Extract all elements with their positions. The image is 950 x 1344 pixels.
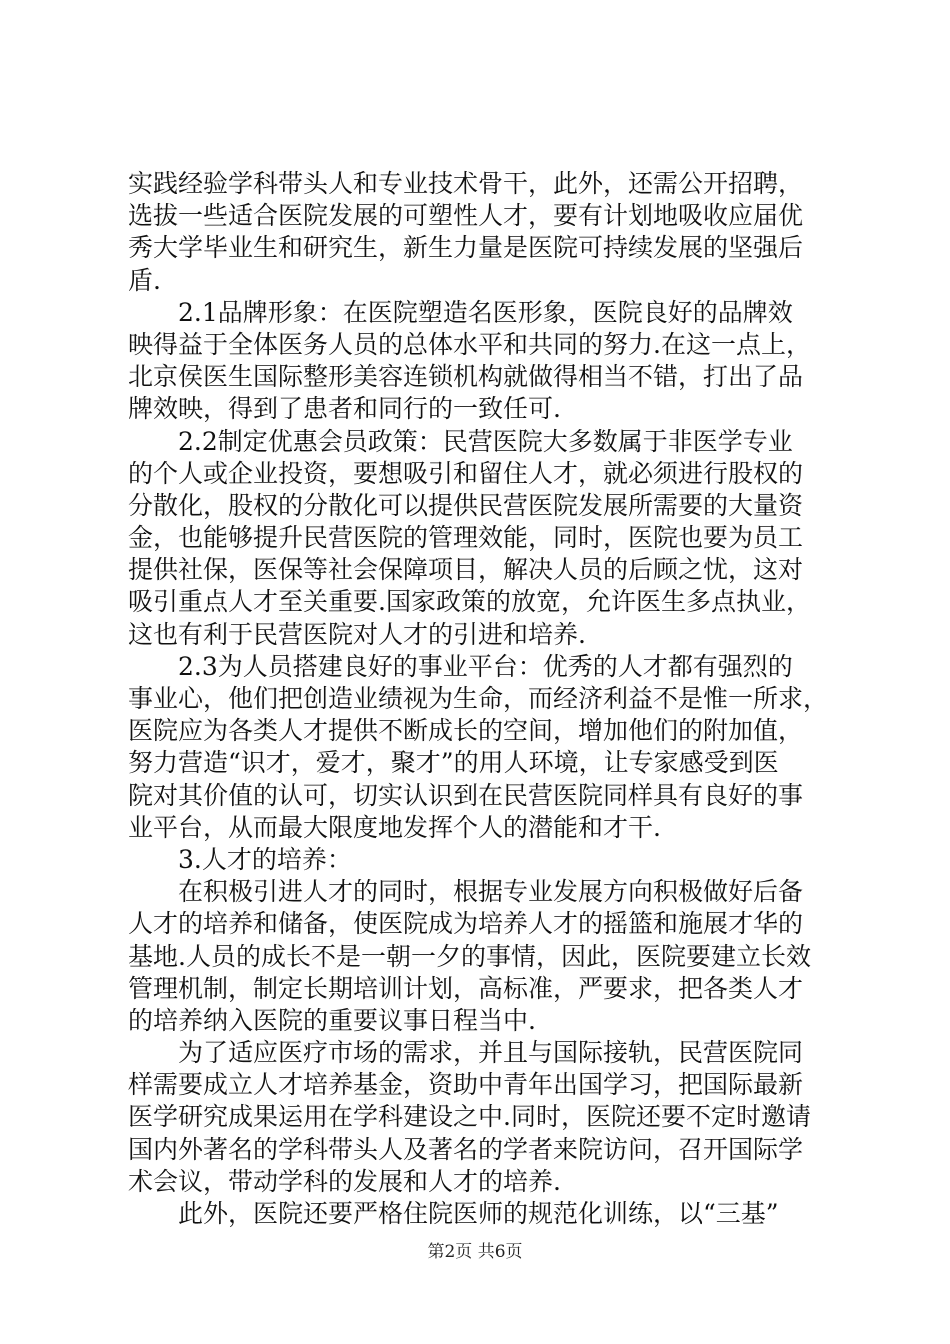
text-line: 的培养纳入医院的重要议事日程当中.: [128, 1005, 536, 1035]
text-line: 牌效映，得到了患者和同行的一致任可.: [128, 394, 561, 424]
text-line: 北京侯医生国际整形美容连锁机构就做得相当不错，打出了品: [128, 362, 804, 392]
text-line: 金，也能够提升民营医院的管理效能，同时，医院也要为员工: [128, 523, 804, 553]
text-line: 院对其价值的认可，切实认识到在民营医院同样具有良好的事: [128, 780, 804, 810]
section-heading: 3.人才的培养：: [178, 844, 352, 874]
paragraph-start-line: 此外，医院还要严格住院医师的规范化训练，以“三基”: [178, 1199, 779, 1228]
text-line: 选拔一些适合医院发展的可塑性人才，要有计划地吸收应届优: [128, 201, 804, 231]
text-line: 医学研究成果运用在学科建设之中.同时，医院还要不定时邀请: [128, 1102, 811, 1132]
paragraph-start-line: 2.1品牌形象：在医院塑造名医形象，医院良好的品牌效: [178, 297, 793, 327]
text-line: 分散化，股权的分散化可以提供民营医院发展所需要的大量资: [128, 490, 804, 520]
text-line: 术会议，带动学科的发展和人才的培养.: [128, 1166, 561, 1196]
text-line: 管理机制，制定长期培训计划，高标准，严要求，把各类人才: [128, 973, 804, 1003]
text-line: 提供社保，医保等社会保障项目，解决人员的后顾之忧，这对: [128, 555, 804, 585]
text-line: 医院应为各类人才提供不断成长的空间，增加他们的附加值，: [128, 716, 804, 746]
text-line: 这也有利于民营医院对人才的引进和培养.: [128, 619, 586, 649]
text-line: 努力营造“识才，爱才，聚才”的用人环境，让专家感受到医: [128, 748, 779, 778]
text-line: 实践经验学科带头人和专业技术骨干，此外，还需公开招聘，: [128, 169, 804, 198]
text-line: 吸引重点人才至关重要.国家政策的放宽，允许医生多点执业，: [128, 587, 811, 617]
text-line: 事业心，他们把创造业绩视为生命，而经济利益不是惟一所求，: [128, 684, 829, 713]
text-line: 样需要成立人才培养基金，资助中青年出国学习，把国际最新: [128, 1070, 804, 1100]
text-line: 秀大学毕业生和研究生，新生力量是医院可持续发展的坚强后: [128, 233, 804, 263]
text-line: 映得益于全体医务人员的总体水平和共同的努力.在这一点上，: [128, 329, 811, 359]
paragraph-start-line: 2.2制定优惠会员政策：民营医院大多数属于非医学专业: [178, 426, 793, 456]
paragraph-start-line: 在积极引进人才的同时，根据专业发展方向积极做好后备: [178, 877, 804, 907]
text-line: 的个人或企业投资，要想吸引和留住人才，就必须进行股权的: [128, 458, 804, 488]
text-line: 业平台，从而最大限度地发挥个人的潜能和才干.: [128, 812, 661, 842]
paragraph-start-line: 2.3为人员搭建良好的事业平台：优秀的人才都有强烈的: [178, 651, 793, 681]
paragraph-start-line: 为了适应医疗市场的需求，并且与国际接轨，民营医院同: [178, 1038, 804, 1068]
page-footer: 第2页 共6页: [427, 1242, 523, 1262]
document-body: [128, 168, 838, 1230]
text-line: 人才的培养和储备，使医院成为培养人才的摇篮和施展才华的: [128, 909, 804, 939]
text-line: 基地.人员的成长不是一朝一夕的事情，因此，医院要建立长效: [128, 941, 811, 971]
text-line: 盾.: [128, 265, 161, 295]
text-line: 国内外著名的学科带头人及著名的学者来院访问，召开国际学: [128, 1134, 804, 1164]
